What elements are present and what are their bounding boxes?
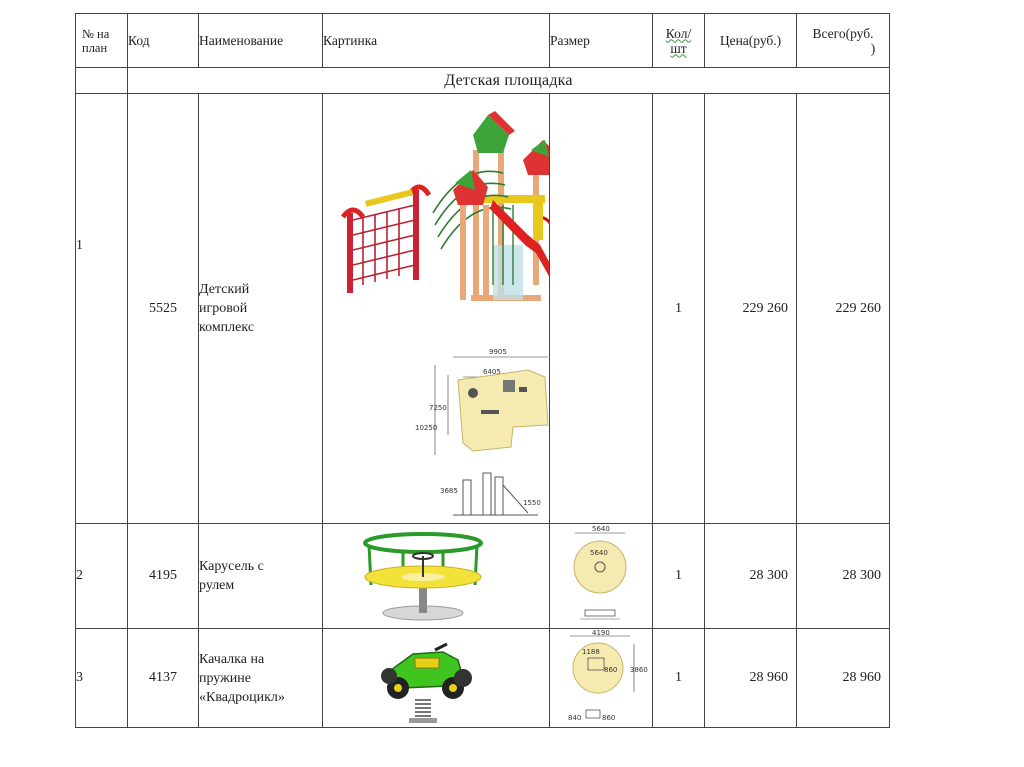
row-name-line: Детский [199,282,250,297]
dim-label: 840 [568,713,582,722]
row-name-line: пружине [199,670,251,686]
table-row [76,94,890,524]
row-name-line: игровой [199,301,248,316]
header-row [76,14,890,68]
dim-label: 5640 [590,548,608,557]
row-name-line: комплекс [199,320,255,335]
row-picture [323,94,550,524]
row-total: 28 960 [797,629,890,728]
row-name-line: рулем [199,578,235,593]
row-price: 28 960 [705,629,797,728]
row-code: 4195 [128,524,199,629]
table-row [76,524,890,629]
row-picture [323,524,550,629]
dim-label: 9905 [489,347,507,356]
row-price: 229 260 [705,94,797,524]
dim-label: 4190 [592,629,610,637]
header-code: Код [128,14,199,68]
header-qty [653,14,705,68]
row-price: 28 300 [705,524,797,629]
row-number: 1 [76,94,128,524]
row-size [550,94,653,524]
row-name-line: Карусель с [199,559,264,574]
header-picture: Картинка [323,14,550,68]
dim-label: 10250 [415,423,438,432]
header-total [797,14,890,68]
row-size-drawing [550,524,653,629]
dim-label: 1550 [523,498,541,507]
row-code: 4137 [128,629,199,728]
quad-bike-rocker-image [323,630,549,727]
dim-label: 3685 [440,486,458,495]
carousel-image [323,525,549,628]
header-size: Размер [550,14,653,68]
row-code: 5525 [128,94,199,524]
header-no: № на план [76,14,128,68]
row-number: 3 [76,629,128,728]
section-row [76,68,890,94]
row-name [199,524,323,629]
header-price: Цена(руб.) [705,14,797,68]
section-title: Детская площадка [128,68,890,94]
header-name: Наименование [199,14,323,68]
side-view-drawing [440,473,541,515]
dim-label: 3860 [630,665,648,674]
price-table [75,13,890,728]
dim-label: 1188 [582,647,600,656]
row-qty: 1 [653,629,705,728]
row-qty: 1 [653,524,705,629]
row-name [199,629,323,728]
section-empty-cell [76,68,128,94]
row-name [199,94,323,524]
row-total: 28 300 [797,524,890,629]
row-name-line: «Квадроцикл» [199,689,285,705]
row-picture [323,629,550,728]
carousel-dimensions-drawing [550,525,652,628]
header-qty-line2: шт [670,40,687,56]
table-row [76,629,890,728]
row-name-line: Качалка на [199,651,265,667]
row-qty: 1 [653,94,705,524]
row-total: 229 260 [797,94,890,524]
row-number: 2 [76,524,128,629]
quad-bike-dimensions-drawing [550,630,652,727]
dim-label: 7250 [429,403,447,412]
dim-label: 860 [602,713,616,722]
header-qty-line1: Кол/ [665,25,692,41]
playground-complex-image [323,95,549,523]
header-total-line2: ) [870,40,876,56]
dim-label: 5640 [592,524,610,533]
dim-label: 860 [604,665,618,674]
header-total-line1: Всего(руб. [812,25,874,41]
floor-plan-drawing [415,348,548,455]
row-size-drawing [550,629,653,728]
dim-label: 6405 [483,367,501,376]
climbing-net-drawing [343,187,429,293]
